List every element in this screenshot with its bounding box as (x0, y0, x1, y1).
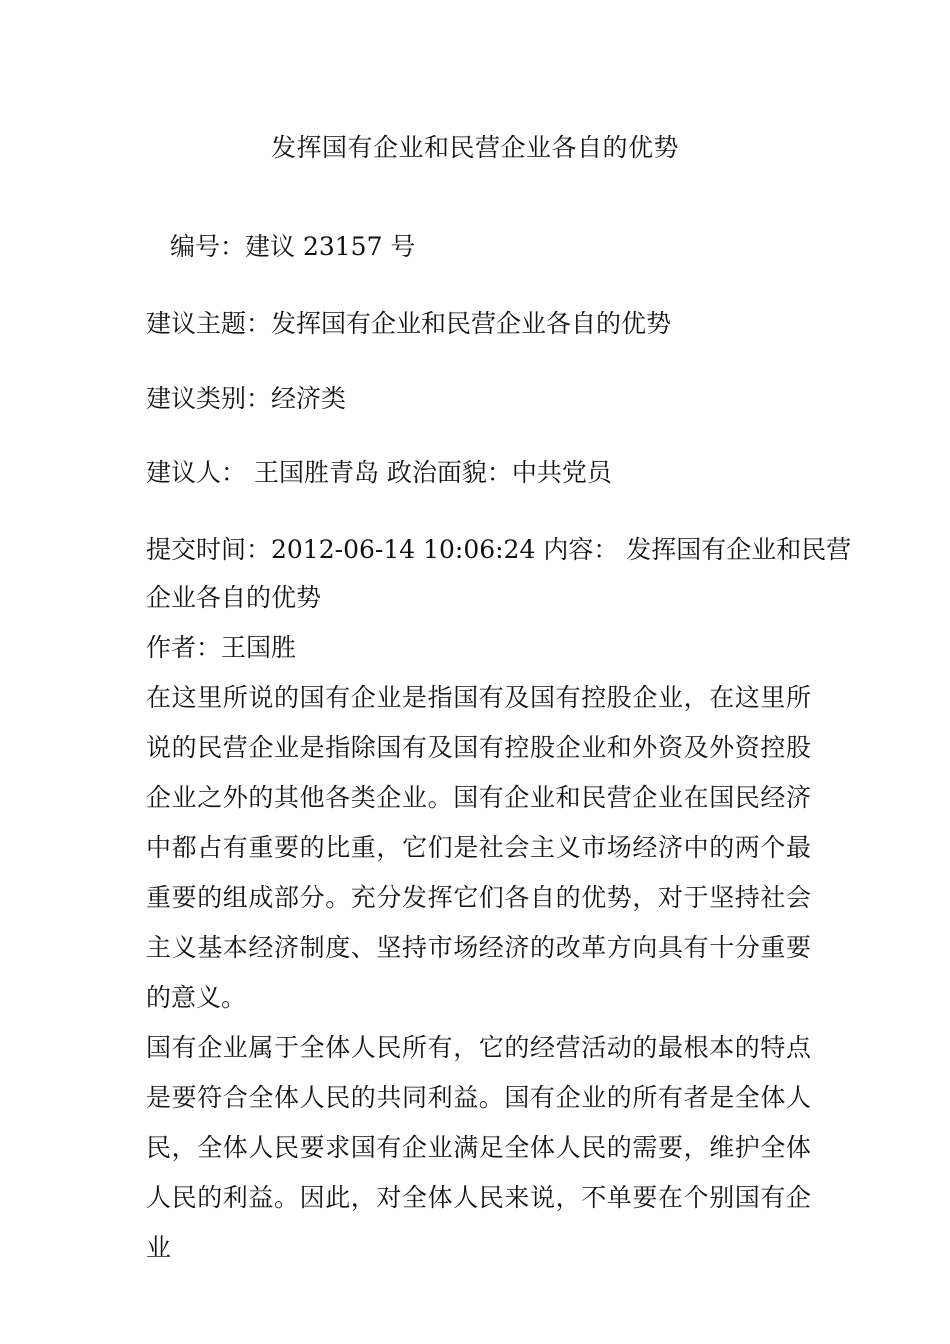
document-title: 发挥国有企业和民营企业各自的优势 (270, 133, 679, 162)
paragraph-2: 国有企业属于全体人民所有，它的经营活动的最根本的特点是要符合全体人民的共同利益。国有企业的所有者是全体人民，全体人民要求国有企业满足全体人民的需要，维护全体人民的利益。因此，对全体人民来说，不单要在个别国有企业 (146, 1033, 811, 1262)
paragraph-1: 在这里所说的国有企业是指国有及国有控股企业，在这里所说的民营企业是指除国有及国有控股企业和外资及外资控股企业之外的其他各类企业。国有企业和民营企业在国民经济中都占有重要的比重，它们是社会主义市场经济中的两个最重要的组成部分。充分发挥它们各自的优势，对于坚持社会主义基本经济制度、坚持市场经济的改革方向具有十分重要的意义。 (146, 683, 811, 1012)
proposal-number: 编号：建议 23157 号 (170, 232, 416, 261)
submit-time-line: 提交时间：2012-06-14 10:06:24 内容： 发挥国有企业和民营 (146, 535, 852, 564)
proposer-info: 建议人： 王国胜青岛 政治面貌：中共党员 (146, 458, 612, 487)
content-title-continued: 企业各自的优势 (146, 583, 322, 612)
proposal-topic: 建议主题：发挥国有企业和民营企业各自的优势 (146, 309, 672, 338)
author-line: 作者：王国胜 (146, 633, 297, 662)
proposal-category: 建议类别：经济类 (146, 384, 347, 413)
body-text (146, 673, 811, 1273)
